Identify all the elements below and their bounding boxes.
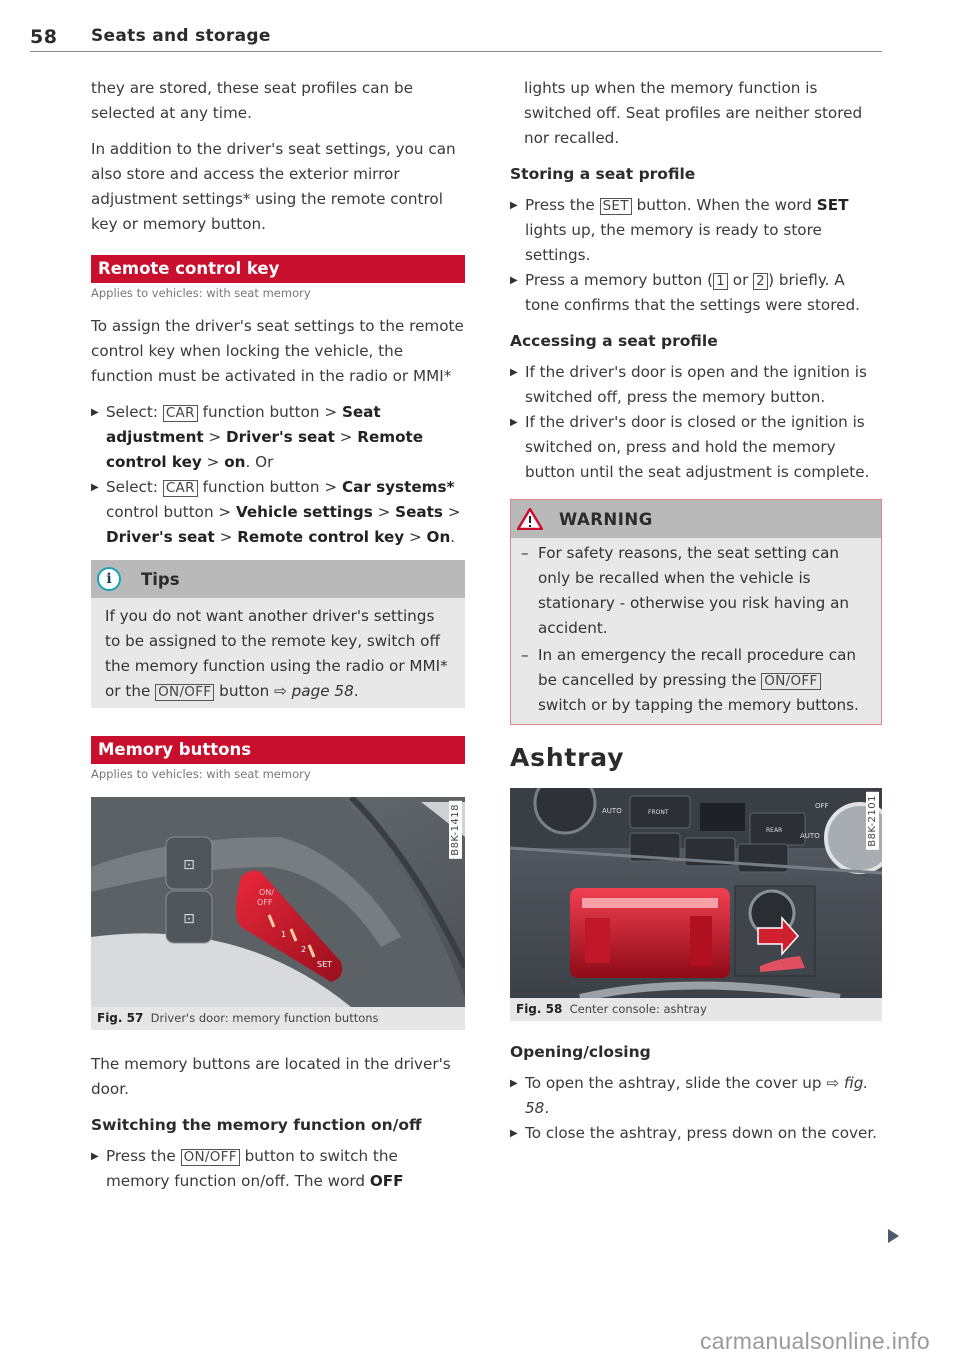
intro-paragraph-1: they are stored, these seat profiles can be selected at any time. <box>91 79 413 122</box>
accessing-steps <box>510 360 882 485</box>
storing-heading: Storing a seat profile <box>510 165 696 183</box>
section-title: Seats and storage <box>91 26 271 46</box>
car-key-label: CAR <box>163 480 198 497</box>
front-defrost-label: FRONT <box>648 809 669 816</box>
opening-closing-heading: Opening/closing <box>510 1043 651 1061</box>
bullet-triangle-icon: ▶ <box>510 417 518 428</box>
accessing-heading: Accessing a seat profile <box>510 332 718 350</box>
step-item: ▶ Select: CAR function button > Car systems* control button > Vehicle settings > Seats > Driver's seat > Remote control key > On. <box>91 475 465 550</box>
continued-paragraph: lights up when the memory function is switched off. Seat profiles are neither stored nor recalled. <box>524 79 863 147</box>
warning-body <box>511 538 881 724</box>
tips-header <box>91 560 465 598</box>
car-key-label: CAR <box>163 405 198 422</box>
bullet-triangle-icon: ▶ <box>510 275 518 286</box>
lock-icon: ⊡ <box>183 857 195 873</box>
step-item: ▶ If the driver's door is open and the ignition is switched off, press the memory button. <box>510 360 882 410</box>
step-item: ▶ Press the ON/OFF button to switch the memory function on/off. The word OFF <box>91 1144 465 1194</box>
bullet-triangle-icon: ▶ <box>91 1151 99 1162</box>
continue-arrow-icon <box>888 1229 899 1243</box>
step-item: ▶ To close the ashtray, press down on the cover. <box>510 1121 882 1146</box>
svg-text:OFF: OFF <box>257 898 273 907</box>
step-item: ▶ Press a memory button ( 1 or 2 ) briefly. A tone confirms that the settings were stored. <box>510 268 882 318</box>
step-item: ▶ If the driver's door is closed or the ignition is switched on, press and hold the memory button until the seat adjustment is complete. <box>510 410 882 485</box>
bullet-triangle-icon: ▶ <box>510 367 518 378</box>
figure-57 <box>91 797 465 1030</box>
door-panel-illustration <box>91 797 465 1007</box>
memory-button-2-label: 2 <box>301 945 307 954</box>
opening-closing-steps <box>510 1071 882 1146</box>
figure-code: B8K-1418 <box>449 801 462 859</box>
page-header <box>30 24 882 52</box>
remote-key-paragraph: To assign the driver's seat settings to the remote control key when locking the vehicle, the function must be activated in the radio or MMI* <box>91 317 464 385</box>
applies-note: Applies to vehicles: with seat memory <box>91 767 311 781</box>
switching-memory-heading: Switching the memory function on/off <box>91 1116 422 1134</box>
warning-header <box>511 500 881 538</box>
unlock-icon: ⊡ <box>183 911 195 927</box>
tips-body: If you do not want another driver's settings to be assigned to the remote key, switch off the memory function using the radio or MMI* or the ON/OFF button ⇨ page 58. <box>105 607 448 700</box>
door-memory-buttons-image <box>91 797 465 1007</box>
bullet-triangle-icon: ▶ <box>91 482 99 493</box>
step-item: ▶ Select: CAR function button > Seat adjustment > Driver's seat > Remote control key > on. Or <box>91 400 465 475</box>
warning-item: – In an emergency the recall procedure can be cancelled by pressing the ON/OFF switch or by tapping the memory buttons. <box>521 646 859 714</box>
warning-title: WARNING <box>559 509 653 529</box>
center-console-illustration <box>510 788 882 998</box>
right-column <box>510 76 882 1156</box>
intro-paragraph-2: In addition to the driver's seat settings, you can also store and access the exterior mirror adjustment settings* using the remote control key or memory button. <box>91 140 456 233</box>
bullet-triangle-icon: ▶ <box>510 1128 518 1139</box>
memory-1-key-label: 1 <box>713 273 728 290</box>
tips-title: Tips <box>141 569 180 589</box>
set-button-label: SET <box>317 960 333 969</box>
memory-location-paragraph: The memory buttons are located in the driver's door. <box>91 1055 451 1098</box>
page-cross-reference[interactable]: ⇨ page 58 <box>274 682 354 700</box>
memory-button-1-label: 1 <box>281 930 287 939</box>
warning-item: – For safety reasons, the seat setting can only be recalled when the vehicle is stationary - otherwise you risk having an accident. <box>521 544 850 637</box>
storing-steps <box>510 193 882 318</box>
applies-note: Applies to vehicles: with seat memory <box>91 286 311 300</box>
bullet-triangle-icon: ▶ <box>510 200 518 211</box>
tips-box <box>91 560 465 708</box>
switching-steps <box>91 1144 465 1194</box>
page-number: 58 <box>30 26 58 48</box>
figure-caption: Fig. 58 Center console: ashtray <box>516 1002 707 1016</box>
figure-cross-reference[interactable]: ⇨ fig. 58 <box>525 1074 869 1117</box>
left-column <box>91 76 465 1204</box>
step-item: ▶ Press the SET button. When the word SET lights up, the memory is ready to store settings. <box>510 193 882 268</box>
memory-buttons-heading: Memory buttons <box>91 736 465 764</box>
warning-box <box>510 499 882 725</box>
auto-label: AUTO <box>602 807 622 815</box>
bullet-triangle-icon: ▶ <box>510 1078 518 1089</box>
memory-2-key-label: 2 <box>753 273 768 290</box>
ashtray-heading: Ashtray <box>510 743 625 772</box>
on-off-key-label: ON/OFF <box>761 673 820 690</box>
center-console-ashtray-image <box>510 788 882 998</box>
remote-key-steps <box>91 400 465 550</box>
step-item: ▶ To open the ashtray, slide the cover up ⇨ fig. 58. <box>510 1071 882 1121</box>
on-off-key-label: ON/OFF <box>155 684 214 701</box>
watermark: carmanualsonline.info <box>699 1328 930 1354</box>
on-off-button-label: ON/ <box>259 888 274 897</box>
figure-58 <box>510 788 882 1021</box>
warning-triangle-icon <box>517 508 543 530</box>
auto-label-right: AUTO <box>800 832 820 840</box>
figure-code: B8K-2101 <box>866 792 879 850</box>
rear-defrost-label: REAR <box>766 827 783 834</box>
on-off-key-label: ON/OFF <box>181 1149 240 1166</box>
bullet-triangle-icon: ▶ <box>91 407 99 418</box>
figure-caption: Fig. 57 Driver's door: memory function buttons <box>97 1011 379 1025</box>
info-icon: i <box>97 567 121 591</box>
set-key-label: SET <box>600 198 632 215</box>
remote-control-key-heading: Remote control key <box>91 255 465 283</box>
off-label: OFF <box>815 802 829 810</box>
